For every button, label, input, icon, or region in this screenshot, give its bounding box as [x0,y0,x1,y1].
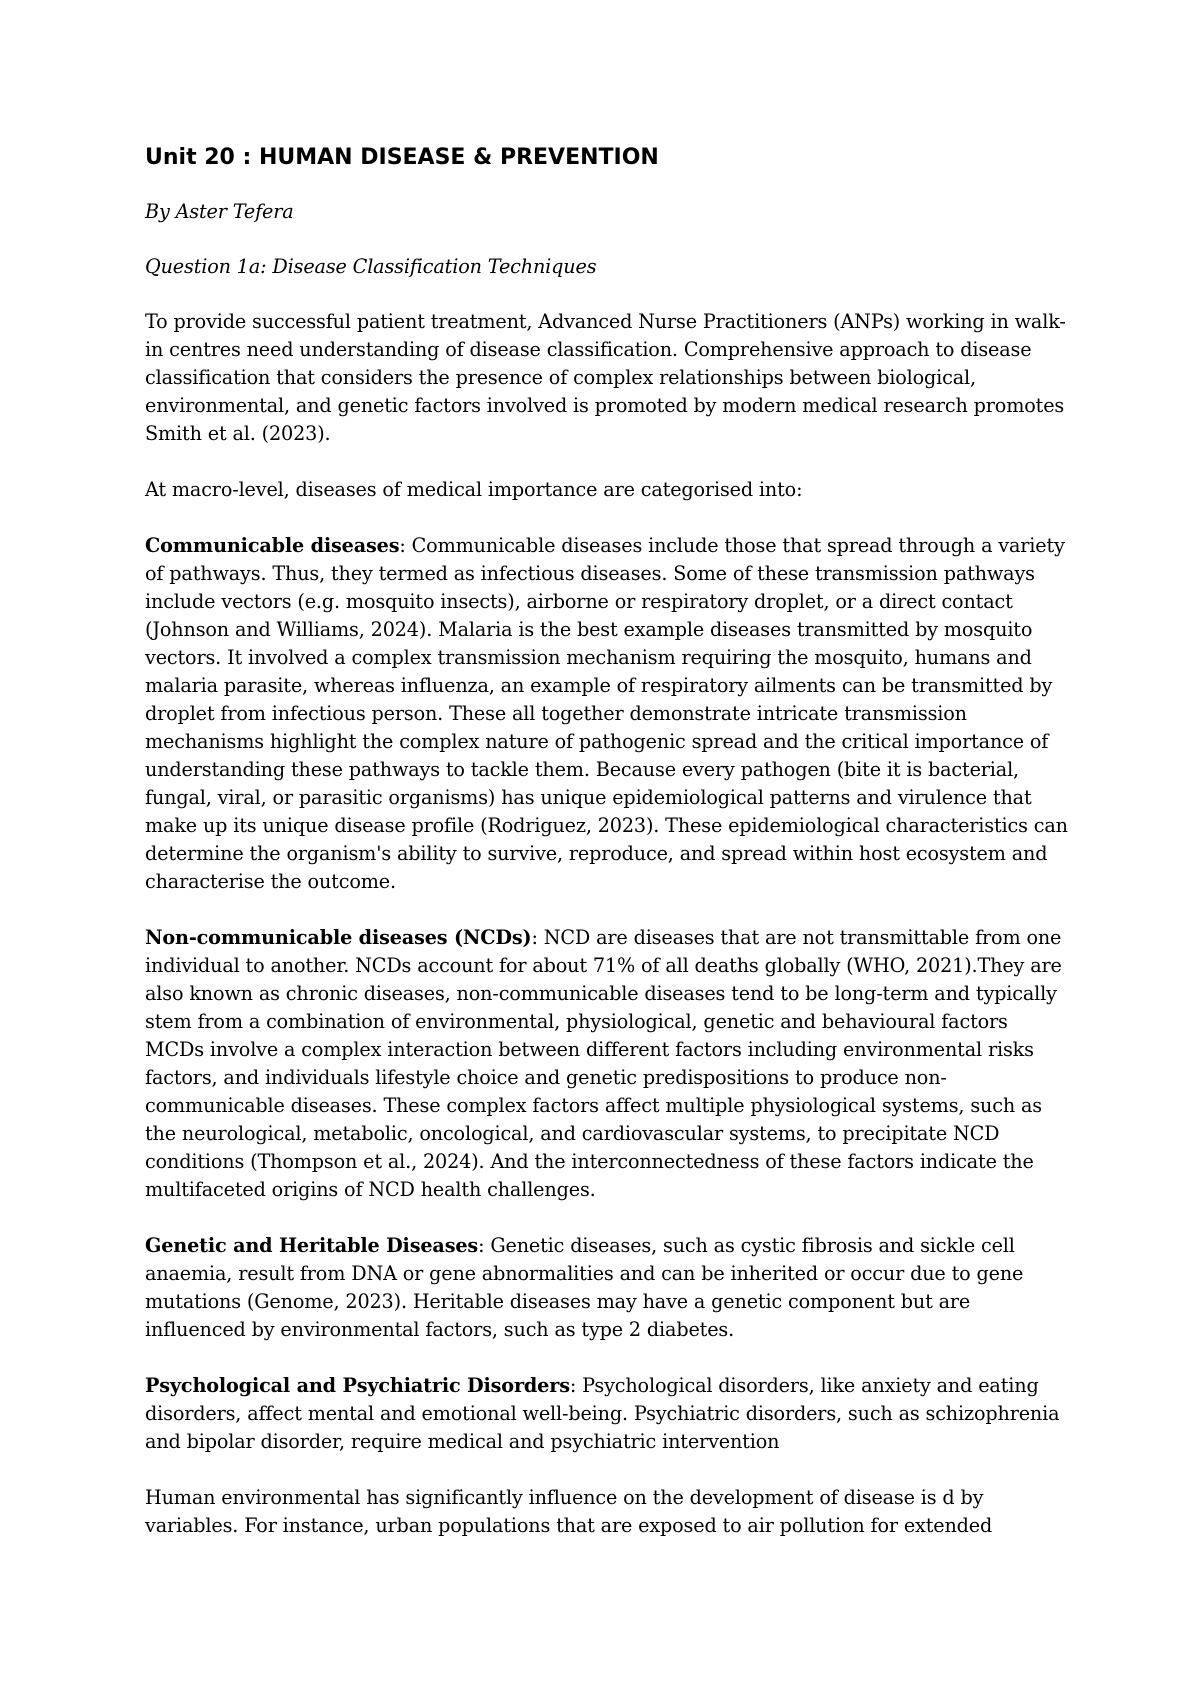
author-byline: By Aster Tefera [145,200,294,223]
section-psychological-psychiatric-disorders [145,1372,1070,1456]
section-term: Communicable diseases [145,534,400,557]
document-body [145,143,1070,1568]
closing-paragraph: Human environmental has significantly influence on the development of disease is d by variables. For instance, urban populations that are exposed to air pollution for extended [145,1486,993,1537]
section-text: : Genetic diseases, such as cystic fibrosis and sickle cell anaemia, result from DNA or gene abnormalities and can be inherited or occur due to gene mutations (Genome, 2023). Heritable diseases may have a genetic component but are influenced by environmental factors, such as type 2 diabetes. [145,1234,1024,1341]
document-title: Unit 20 : HUMAN DISEASE & PREVENTION [145,145,659,170]
section-communicable-diseases [145,532,1070,896]
section-term: Genetic and Heritable Diseases [145,1234,479,1257]
section-text: : Communicable diseases include those that spread through a variety of pathways. Thus, they termed as infectious diseases. Some of these transmission pathways include vectors (e.g. mosquito insects), airborne or respiratory droplet, or a direct contact (Johnson and Williams, 2024). Malaria is the best example diseases transmitted by mosquito vectors. It involved a complex transmission mechanism requiring the mosquito, humans and malaria parasite, whereas influenza, an example of respiratory ailments can be transmitted by droplet from infectious person. These all together demonstrate intricate transmission mechanisms highlight the complex nature of pathogenic spread and the critical importance of understanding these pathways to tackle them. Because every pathogen (bite it is bacterial, fungal, viral, or parasitic organisms) has unique epidemiological patterns and virulence that make up its unique disease profile (Rodriguez, 2023). These epidemiological characteristics can determine the organism's ability to survive, reproduce, and spread within host ecosystem and characterise the outcome. [145,534,1068,893]
section-term: Psychological and Psychiatric Disorders [145,1374,570,1397]
section-term: Non-communicable diseases (NCDs) [145,926,532,949]
question-heading: Question 1a: Disease Classification Techniques [145,255,597,278]
section-non-communicable-diseases [145,924,1070,1204]
macro-level-paragraph: At macro-level, diseases of medical importance are categorised into: [145,478,803,501]
section-text: : NCD are diseases that are not transmittable from one individual to another. NCDs account for about 71% of all deaths globally (WHO, 2021).They are also known as chronic diseases, non-communicable diseases tend to be long-term and typically stem from a combination of environmental, physiological, genetic and behavioural factors MCDs involve a complex interaction between different factors including environmental risks factors, and individuals lifestyle choice and genetic predispositions to produce non-communicable diseases. These complex factors affect multiple physiological systems, such as the neurological, metabolic, oncological, and cardiovascular systems, to precipitate NCD conditions (Thompson et al., 2024). And the interconnectedness of these factors indicate the multifaceted origins of NCD health challenges. [145,926,1062,1201]
section-text: : Psychological disorders, like anxiety and eating disorders, affect mental and emotional well-being. Psychiatric disorders, such as schizophrenia and bipolar disorder, require medical and psychiatric intervention [145,1374,1060,1453]
intro-paragraph: To provide successful patient treatment, Advanced Nurse Practitioners (ANPs) working in walk-in centres need understanding of disease classification. Comprehensive approach to disease classification that considers the presence of complex relationships between biological, environmental, and genetic factors involved is promoted by modern medical research promotes Smith et al. (2023). [145,310,1066,445]
section-genetic-heritable-diseases [145,1232,1070,1344]
